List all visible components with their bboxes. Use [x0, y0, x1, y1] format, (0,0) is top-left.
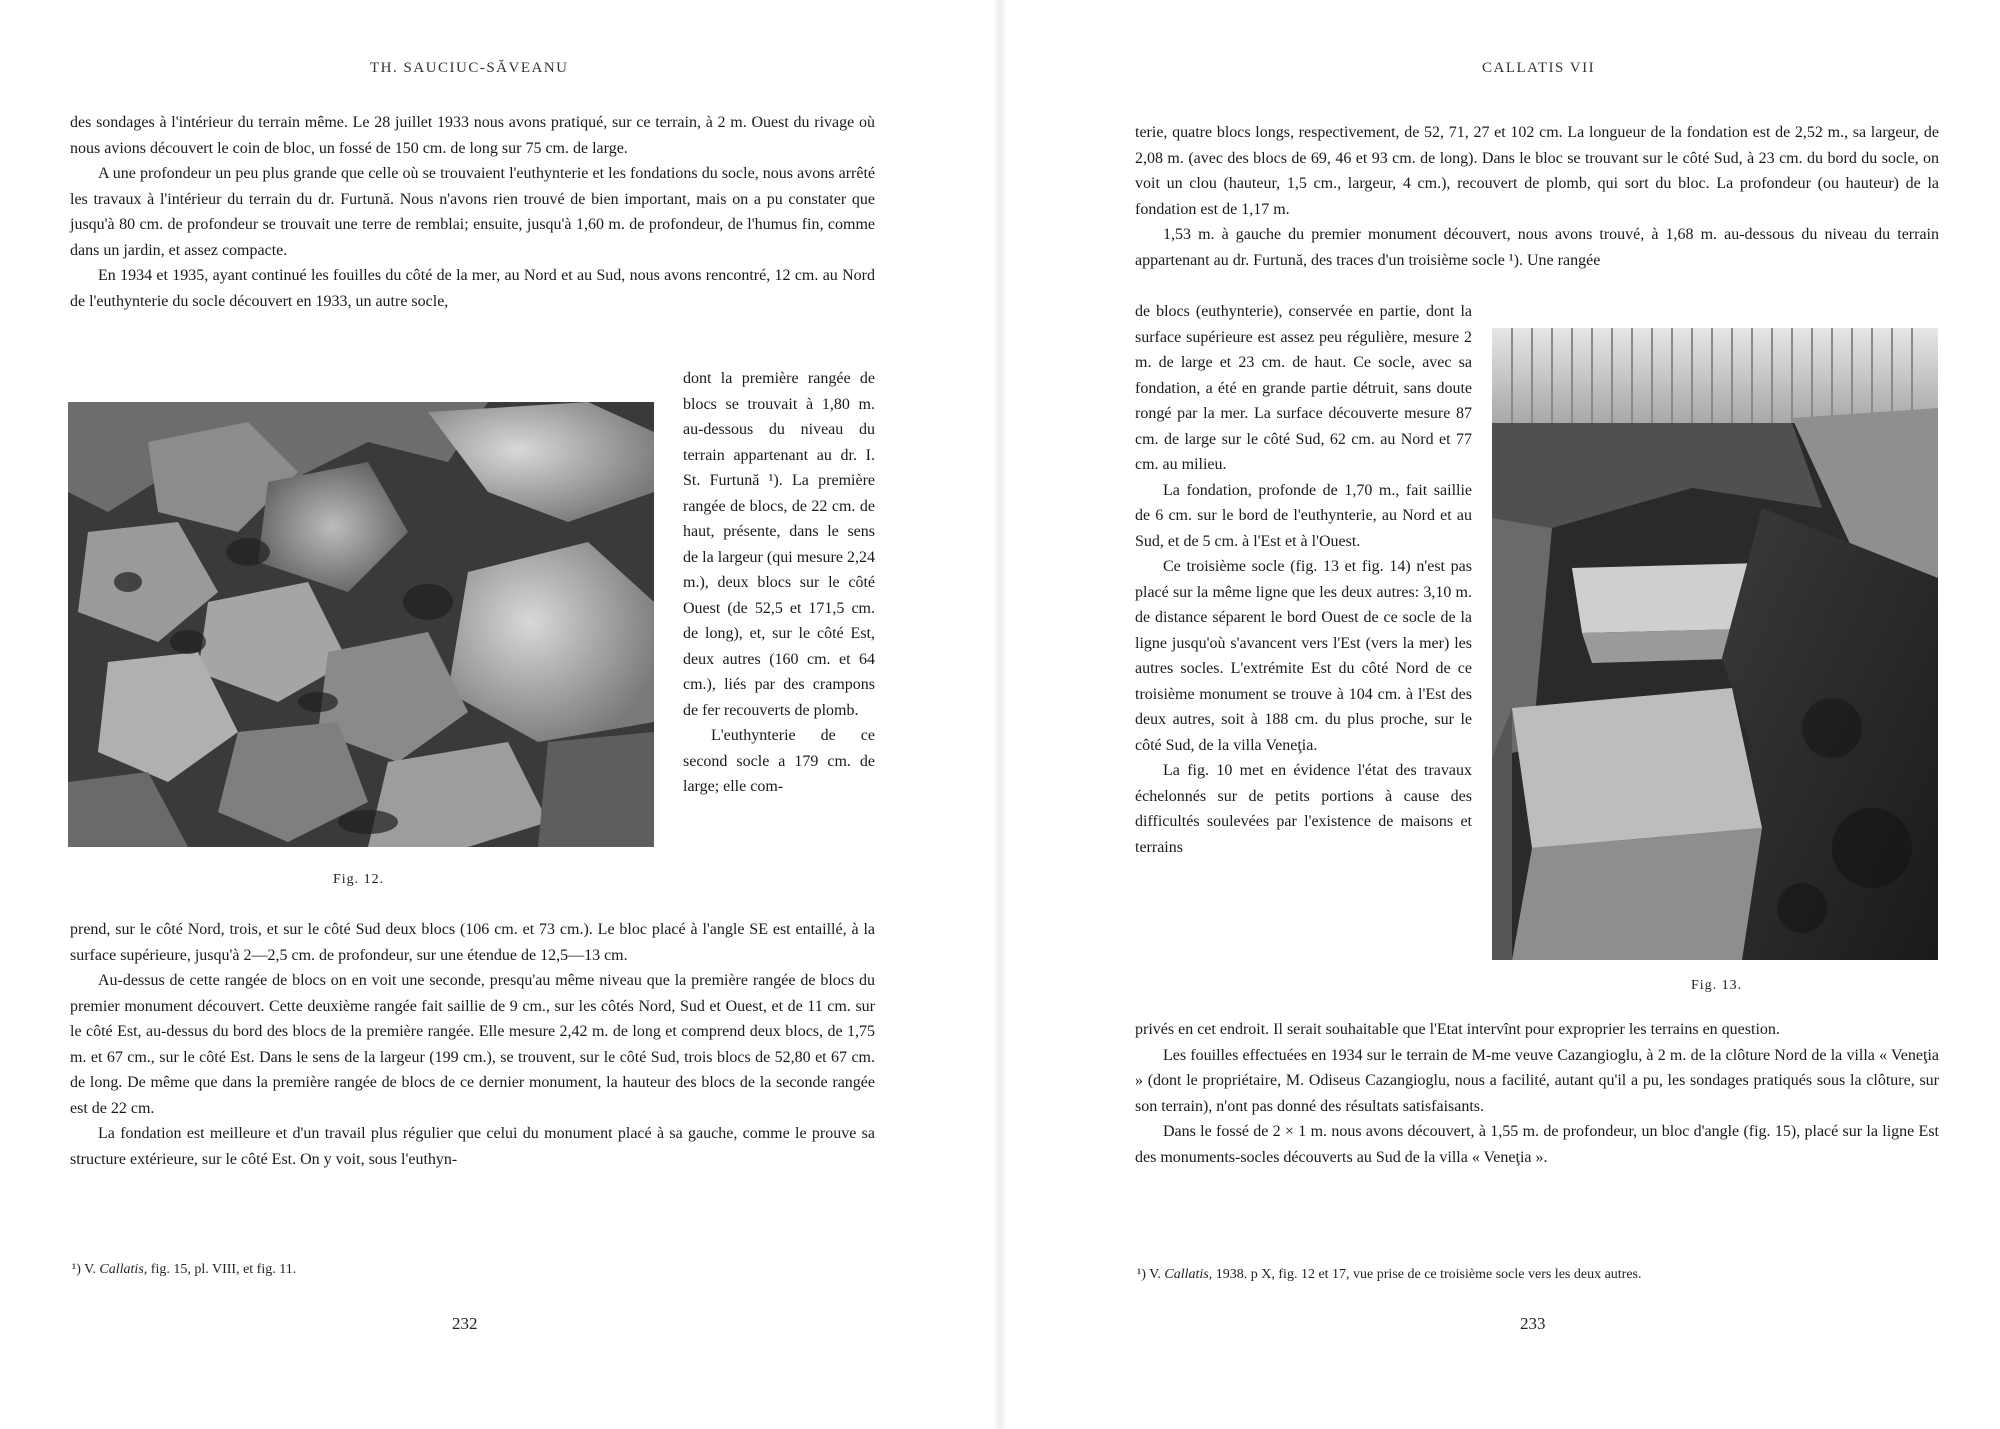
footnote-italic: Callatis, [99, 1262, 148, 1277]
footnote-marker: ¹) V. [1137, 1267, 1161, 1282]
running-head: CALLATIS VII [1482, 60, 1596, 76]
paragraph: En 1934 et 1935, ayant continué les fouilles du côté de la mer, au Nord et au Sud, nous avons rencontré, 12 cm. au Nord de l'euthynterie du socle découvert en 1933, un autre socle, [70, 267, 875, 310]
paragraph: prend, sur le côté Nord, trois, et sur le côté Sud deux blocs (106 cm. et 73 cm.). Le bloc placé à l'angle SE est entaillé, à la surface supérieure, jusqu'à 2—2,5 cm. de profondeur, sur une étendue de 12,5—13 cm. [70, 921, 875, 964]
figure-13-photo [1492, 328, 1938, 960]
paragraph: terie, quatre blocs longs, respectivement, de 52, 71, 27 et 102 cm. La longueur de la fondation est de 2,52 m., sa largeur, de 2,08 m. (avec des blocs de 69, 46 et 93 cm. de long). Dans le bloc se trouvant sur le côté Sud, à 23 cm. du bord du socle, on voit un clou (hauteur, 1,5 cm., largeur, 4 cm.), recouvert de plomb, qui sort du bloc. La profondeur (ou hauteur) de la fondation est de 1,17 m. [1135, 124, 1939, 218]
page-number: 233 [1520, 1314, 1546, 1333]
paragraph: Les fouilles effectuées en 1934 sur le terrain de M-me veuve Cazangioglu, à 2 m. de la clôture Nord de la villa « Veneţia » (dont le propriétaire, M. Odiseus Cazangioglu, nous a facilité, autant qu'il a pu, les sondages pratiqués sous la clôture, sur son terrain), n'ont pas donné des résultats satisfaisants. [1135, 1046, 1939, 1115]
rock-masonry-image [68, 402, 654, 847]
footnote [72, 1262, 296, 1278]
paragraph: La fondation est meilleure et d'un travail plus régulier que celui du monument placé à sa gauche, comme le prouve sa structure extérieure, sur le côté Est. On y voit, sous l'euthyn- [70, 1125, 875, 1168]
footnote [1137, 1267, 1642, 1283]
footnote-text: fig. 15, pl. VIII, et fig. 11. [150, 1262, 297, 1277]
page-number: 232 [452, 1314, 478, 1333]
text-block-side [1135, 299, 1472, 860]
text-block-bottom [70, 917, 875, 1172]
footnote-marker: ¹) V. [72, 1262, 96, 1277]
paragraph: 1,53 m. à gauche du premier monument découvert, nous avons trouvé, à 1,68 m. au-dessous du niveau du terrain appartenant au dr. Furtună, des traces d'un troisième socle ¹). Une rangée [1135, 226, 1939, 269]
figure-caption: Fig. 13. [1691, 978, 1743, 993]
figure-12-photo [68, 402, 654, 847]
paragraph: Dans le fossé de 2 × 1 m. nous avons découvert, à 1,55 m. de profondeur, un bloc d'angle (fig. 15), placé sur la ligne Est des monuments-socles découverts au Sud de la villa « Veneţia ». [1135, 1123, 1939, 1166]
text-block-top [1135, 120, 1939, 273]
text-block-top [70, 110, 875, 314]
paragraph: Ce troisième socle (fig. 13 et fig. 14) n'est pas placé sur la même ligne que les deux autres: 3,10 m. de distance séparent le bord Ouest de ce socle de la ligne jusqu'où s'avancent vers l'Est (vers la mer) les autres socles. L'extrémite Est du côté Nord de ce troisième monument se trouve à 104 cm. à l'Est des deux autres, soit à 188 cm. du plus proche, sur le côté Sud, de la villa Veneţia. [1135, 558, 1472, 754]
paragraph: Au-dessus de cette rangée de blocs on en voit une seconde, presqu'au même niveau que la première rangée de blocs du premier monument découvert. Cette deuxième rangée fait saillie de 9 cm., sur les côtés Nord, Sud et Ouest, et de 11 cm. sur le côté Est, au-dessus du bord des blocs de la première rangée. Elle mesure 2,42 m. de long et comprend deux blocs, de 1,75 m. et 67 cm., sur le côté Est. Dans le sens de la largeur (199 cm.), se trouvent, sur le côté Sud, trois blocs de 52,80 et 67 cm. de long. De même que dans la première rangée de blocs de ce dernier monument, la hauteur des blocs de la seconde rangée est de 22 cm. [70, 972, 875, 1117]
text-block-bottom [1135, 1017, 1939, 1170]
right-page [1000, 0, 2000, 1429]
paragraph: La fig. 10 met en évidence l'état des travaux échelonnés sur de petits portions à cause des difficultés soulevées par l'existence de maisons et terrains [1135, 762, 1472, 856]
paragraph: L'euthynterie de ce second socle a 179 cm. de large; elle com- [683, 727, 875, 795]
figure-caption: Fig. 12. [333, 872, 385, 887]
text-block-side [683, 366, 875, 800]
paragraph: de blocs (euthynterie), conservée en partie, dont la surface supérieure est assez peu régulière, mesure 2 m. de large et 23 cm. de haut. Ce socle, avec sa fondation, a été en grande partie détruit, sans doute rongé par la mer. La surface découverte mesure 87 cm. de large sur le côté Sud, 62 cm. au Nord et 77 cm. au milieu. [1135, 303, 1472, 473]
excavation-image [1492, 328, 1938, 960]
running-head: TH. SAUCIUC-SĂVEANU [370, 60, 569, 76]
paragraph: A une profondeur un peu plus grande que celle où se trouvaient l'euthynterie et les fondations du socle, nous avons arrêté les travaux à l'intérieur du terrain du dr. Furtună. Nous n'avons rien trouvé de bien important, mais on a pu constater que jusqu'à 80 cm. de profondeur se trouvait une terre de remblai; ensuite, jusqu'à 1,60 m. de profondeur, de l'humus fin, comme dans un jardin, et assez compacte. [70, 165, 875, 259]
paragraph: La fondation, profonde de 1,70 m., fait saillie de 6 cm. sur le bord de l'euthynterie, au Nord et au Sud, et de 5 cm. à l'Est et à l'Ouest. [1135, 481, 1472, 550]
paragraph: des sondages à l'intérieur du terrain même. Le 28 juillet 1933 nous avons pratiqué, sur ce terrain, à 2 m. Ouest du rivage où nous avions découvert le coin de bloc, un fossé de 150 cm. de long sur 75 cm. de large. [70, 114, 875, 157]
footnote-text: 1938. p X, fig. 12 et 17, vue prise de ce troisième socle vers les deux autres. [1215, 1267, 1642, 1282]
footnote-italic: Callatis, [1164, 1267, 1213, 1282]
paragraph: dont la première rangée de blocs se trouvait à 1,80 m. au-dessous du niveau du terrain appartenant au dr. I. St. Furtună ¹). La première rangée de blocs, de 22 cm. de haut, présente, dans le sens de la largeur (qui mesure 2,24 m.), deux blocs sur le côté Ouest (de 52,5 et 171,5 cm. de long), et, sur le côté Est, deux autres (160 cm. et 64 cm.), liés par des crampons de fer recouverts de plomb. [683, 370, 875, 719]
paragraph: privés en cet endroit. Il serait souhaitable que l'Etat intervînt pour exproprier les terrains en question. [1135, 1021, 1780, 1038]
